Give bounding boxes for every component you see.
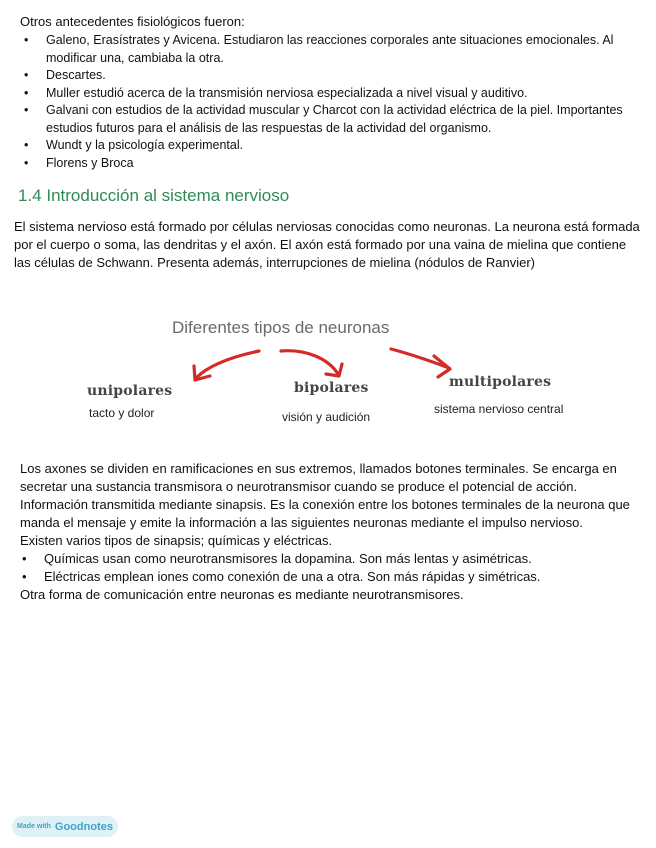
notes-line: Información transmitida mediante sinapsis. Es la conexión entre los botones terminales de la neurona que manda el mensaje y emite la información a las siguientes neuronas mediante el impulso nervioso. [20, 497, 630, 530]
arrow-to-unipolares [196, 351, 259, 378]
notes-line: Los axones se dividen en ramificaciones en sus extremos, llamados botones terminales. Se encarga en secretar una sustancia transmisora o neurotransmisor cuando se produce el potencial de acción. [20, 461, 617, 494]
notes-line: Otra forma de comunicación entre neuronas es mediante neurotransmisores. [20, 587, 464, 602]
neuron-type-bipolar: bipolares [294, 380, 369, 396]
list-item: • Químicas usan como neurotransmisores la dopamina. Son más lentas y asimétricas. [20, 550, 646, 568]
list-item: • Descartes. [22, 67, 652, 85]
arrow-to-bipolares [281, 351, 338, 374]
synapse-types-list [20, 550, 646, 586]
diagram-title: Diferentes tipos de neuronas [172, 318, 390, 337]
neuron-type-multipolar: multipolares [449, 374, 552, 390]
nervous-system-paragraph: El sistema nervioso está formado por células nerviosas conocidas como neuronas. La neurona está formada por el cuerpo o soma, las dendritas y el axón. El axón está formado por una vaina de mielina que contiene las células de Schwann. Presenta además, interrupciones de mielina (nódulos de Ranvier) [14, 219, 640, 270]
list-item: • Muller estudió acerca de la transmisión nerviosa especializada a nivel visual y auditivo. [22, 85, 652, 103]
neuron-type-unipolar: unipolares [87, 383, 173, 399]
badge-brand: Goodnotes [54, 820, 113, 833]
list-item: • Wundt y la psicología experimental. [22, 137, 652, 155]
neuron-desc-unipolar: tacto y dolor [89, 406, 155, 420]
neuron-desc-multipolar: sistema nervioso central [434, 402, 564, 416]
section-heading: 1.4 Introducción al sistema nervioso [18, 186, 290, 205]
arrow-group [194, 349, 450, 380]
neuron-desc-bipolar: visión y audición [282, 410, 371, 424]
list-item: • Eléctricas emplean iones como conexión de una a otra. Son más rápidas y simétricas. [20, 568, 646, 586]
badge-prefix: Made with [17, 823, 51, 830]
synapse-notes [20, 460, 646, 604]
goodnotes-badge [12, 816, 118, 837]
intro-text: Otros antecedentes fisiológicos fueron: [20, 14, 245, 29]
list-item: • Florens y Broca [22, 155, 652, 173]
arrow-to-multipolares [391, 349, 449, 368]
notes-line: Existen varios tipos de sinapsis; químicas y eléctricas. [20, 533, 333, 548]
list-item: • Galeno, Erasístrates y Avicena. Estudiaron las reacciones corporales ante situaciones emocionales. Al modificar una, cambiaba la otra. [22, 32, 652, 67]
list-item: • Galvani con estudios de la actividad muscular y Charcot con la actividad eléctrica de la piel. Importantes estudios futuros para el análisis de las respuestas de la actividad del organismo. [22, 102, 652, 137]
